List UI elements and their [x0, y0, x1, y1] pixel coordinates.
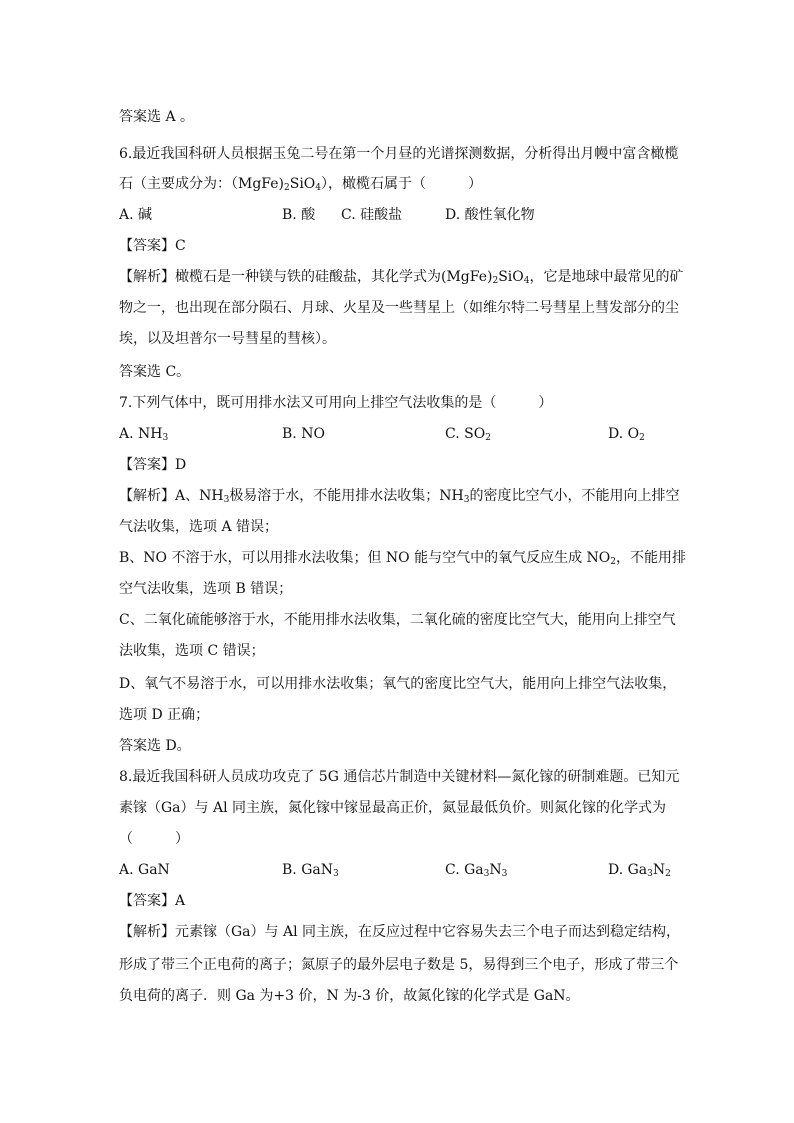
q8-options — [119, 860, 679, 880]
q7-explanation-b-line-2: 空气法收集，选项 B 错误； — [119, 581, 293, 597]
q6-stem-line-1: 6.最近我国科研人员根据玉兔二号在第一个月昼的光谱探测数据，分析得出月幔中富含橄榄 — [119, 146, 679, 162]
previous-answer-line: 答案选 A 。 — [119, 109, 195, 125]
q8-answer: 【答案】A — [119, 893, 186, 909]
q7-option-c: C. $SO_2$ — [445, 426, 491, 443]
q6-explanation-line-2: 物之一，也出现在部分陨石、月球、火星及一些彗星上（如维尔特二号彗星上彗发部分的尘 — [119, 300, 679, 316]
q8-option-b: B. GaN$_3$ — [282, 862, 339, 879]
q8-explanation-line-2: 形成了带三个正电荷的离子；氮原子的最外层电子数是 5，易得到三个电子，形成了带三个 — [119, 957, 679, 973]
q8-option-c: C. $Ga_3N_3$ — [445, 862, 508, 879]
q7-explanation-c-line-1: C、二氧化硫能够溶于水，不能用排水法收集，二氧化硫的密度比空气大，能用向上排空气 — [119, 612, 676, 628]
q7-conclusion: 答案选 D。 — [119, 738, 191, 754]
q6-explanation-line-3: 埃，以及坦普尔一号彗星的彗核）。 — [119, 331, 336, 347]
q8-option-a: A. GaN — [119, 862, 170, 878]
q6-option-c: C. 硅酸盐 — [341, 207, 403, 223]
q6-answer: 【答案】C — [119, 238, 186, 254]
q6-option-b: B. 酸 — [282, 207, 316, 223]
q7-explanation-b-line-1: B、NO 不溶于水，可以用排水法收集；但 NO 能与空气中的氧气反应生成 $NO_2$，不能用排 — [119, 550, 687, 567]
q6-stem-line-2: 石（主要成分为：$(MgFe)_2SiO_4$），橄榄石属于（ ） — [119, 176, 483, 193]
q7-stem: 7.下列气体中，既可用排水法又可用向上排空气法收集的是（ ） — [119, 395, 553, 411]
q6-explanation-line-1: 【解析】橄榄石是一种镁与铁的硅酸盐，其化学式为$(MgFe)_2SiO_4$，它是地球中最常见的矿 — [119, 269, 684, 286]
q7-options — [119, 424, 679, 444]
q7-option-d: D. $O_2$ — [608, 426, 645, 443]
q8-stem-line-2: 素镓（Ga）与 Al 同主族，氮化镓中镓显最高正价，氮显最低负价。则氮化镓的化学式为 — [119, 800, 667, 816]
q7-explanation-a-line-1: 【解析】A、$NH_3$极易溶于水，不能用排水法收集；$NH_3$的密度比空气小，不能用向上排空 — [119, 488, 680, 505]
q8-stem-line-3: （ ） — [119, 831, 189, 847]
q8-stem-line-1: 8.最近我国科研人员成功攻克了 5G 通信芯片制造中关键材料—氮化镓的研制难题。已知元 — [119, 769, 680, 785]
q7-option-b: B. NO — [282, 426, 325, 442]
q7-explanation-c-line-2: 法收集，选项 C 错误； — [119, 643, 265, 659]
q6-option-d: D. 酸性氧化物 — [445, 207, 535, 223]
q6-conclusion: 答案选 C。 — [119, 364, 191, 380]
q6-options — [119, 205, 679, 225]
q7-explanation-a-line-2: 气法收集，选项 A 错误； — [119, 519, 279, 535]
q8-option-d: D. $Ga_3N_2$ — [608, 862, 671, 879]
q6-option-a: A. 碱 — [119, 207, 153, 223]
q7-explanation-d-line-2: 选项 D 正确； — [119, 707, 210, 723]
q7-answer: 【答案】D — [119, 457, 187, 473]
q8-explanation-line-3: 负电荷的离子．则 Ga 为+3 价，N 为-3 价，故氮化镓的化学式是 GaN。 — [119, 988, 580, 1004]
q7-explanation-d-line-1: D、氧气不易溶于水，可以用排水法收集；氧气的密度比空气大，能用向上排空气法收集， — [119, 676, 677, 692]
q8-explanation-line-1: 【解析】元素镓（Ga）与 Al 同主族，在反应过程中它容易失去三个电子而达到稳定结构， — [119, 924, 681, 940]
q7-option-a: A. $NH_3$ — [119, 426, 169, 443]
